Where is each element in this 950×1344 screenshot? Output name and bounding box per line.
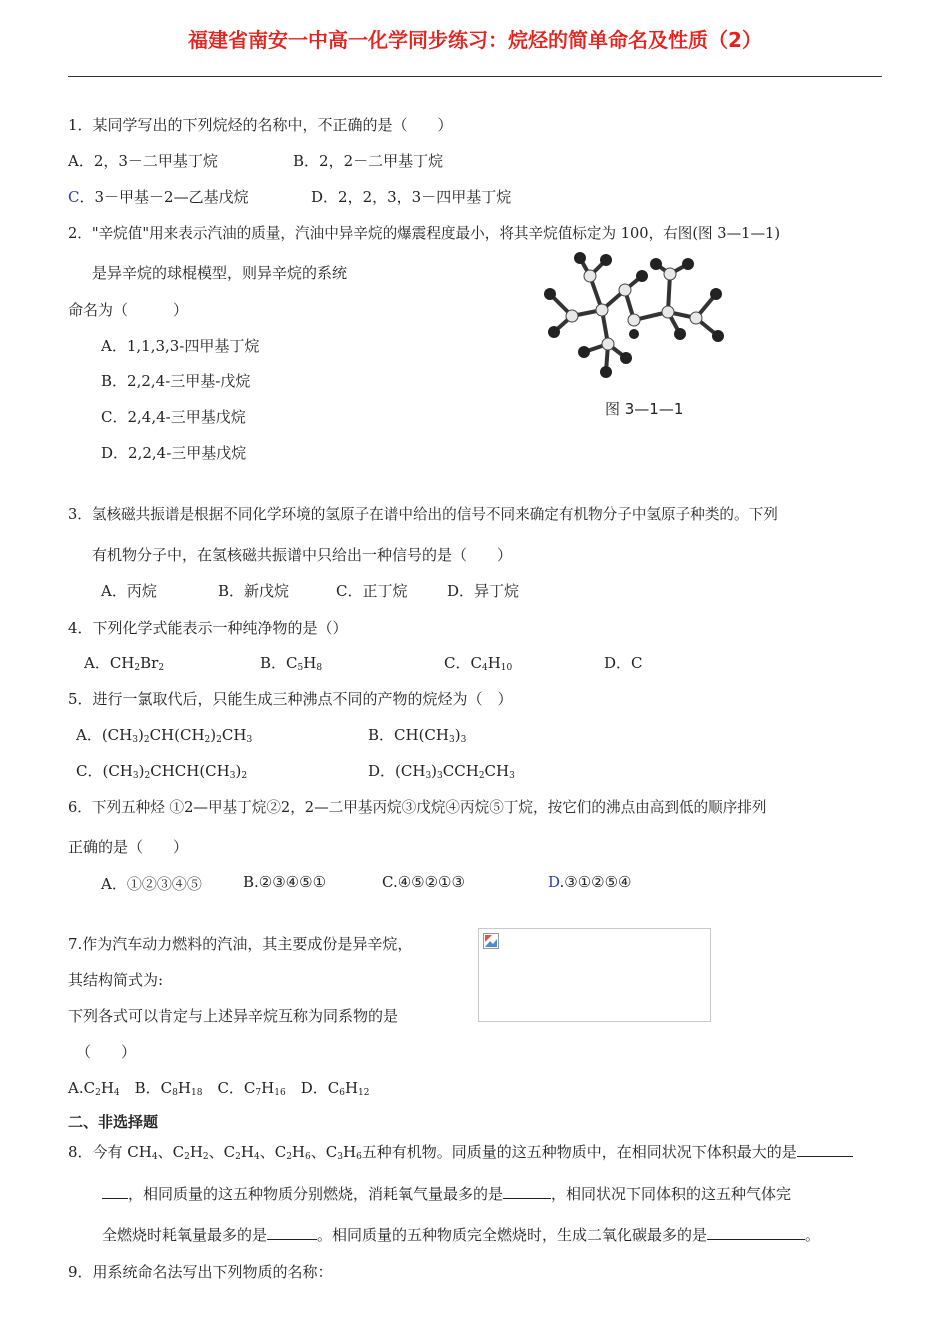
answer-blank[interactable] <box>707 1225 805 1240</box>
q8-line2: ，相同质量的这五种物质分别燃烧，消耗氧气量最多的是 ，相同状况下同体积的这五种气体完 <box>102 1183 791 1204</box>
q3-option-d: D．异丁烷 <box>447 582 520 600</box>
q2-line2: 是异辛烷的球棍模型，则异辛烷的系统 <box>92 264 348 282</box>
q4-option-b: B．$C_5H_8$ <box>260 654 323 673</box>
q6-option-d <box>548 873 632 891</box>
q7-line4: （ ） <box>76 1043 137 1061</box>
q4-option-a: A．$CH_2Br_2$ <box>84 654 165 673</box>
q1-option-c-text: ．3－甲基－2—乙基戊烷 <box>79 188 249 206</box>
q3-line2: 有机物分子中，在氢核磁共振谱中只给出一种信号的是（ ） <box>92 546 513 564</box>
q3-option-b: B．新戊烷 <box>218 582 290 600</box>
q8-line3: 全燃烧时耗氧量最多的是 。相同质量的五种物质完全燃烧时，生成二氧化碳最多的是 。 <box>102 1226 821 1244</box>
q1-option-d: D．2，2，3，3－四甲基丁烷 <box>311 188 512 206</box>
q3-line1: 3．氢核磁共振谱是根据不同化学环境的氢原子在谱中给出的信号不同来确定有机物分子中氢原子种类的。下列 <box>68 506 778 523</box>
q2-option-c: C．2,4,4-三甲基戊烷 <box>101 408 246 426</box>
q4-option-c: C．$C_4H_{10}$ <box>444 654 513 673</box>
q2-option-b: B．2,2,4-三甲基-戊烷 <box>101 372 251 390</box>
q6-option-d-letter: D <box>548 873 560 891</box>
q8-line1: 8．今有 $CH_4$、$C_2H_2$、$C_2H_4$、$C_2H_6$、$C_3H_6$五种有机物。同质量的这五种物质中，在相同状况下体积最大的是 <box>68 1141 853 1162</box>
q1-option-c <box>68 186 249 207</box>
q4-option-d: D．C <box>604 654 643 672</box>
q6-option-a: A．①②③④⑤ <box>101 875 202 893</box>
q7-line2: 其结构简式为: <box>68 971 164 989</box>
q9-stem: 9．用系统命名法写出下列物质的名称： <box>68 1263 333 1281</box>
q6-line1: 6．下列五种烃 ①2—甲基丁烷②2，2—二甲基丙烷③戊烷④丙烷⑤丁烷，按它们的沸点由高到低的顺序排列 <box>68 799 767 816</box>
answer-blank[interactable] <box>267 1225 317 1240</box>
q6-option-c: C.④⑤②①③ <box>382 873 465 891</box>
q7-options: $A.C_2H_4$ B．$C_8H_{18}$ C．$C_7H_{16}$ D．$C_6H_{12}$ <box>68 1079 370 1098</box>
figure-caption: 图 3—1—1 <box>605 400 684 418</box>
q5-option-c: C．$(CH_3)_2CHCH(CH_3)_2$ <box>76 762 248 781</box>
answer-blank[interactable] <box>797 1142 853 1157</box>
q5-option-b: B．$CH(CH_3)_3$ <box>368 726 467 745</box>
q6-option-d-text: .③①②⑤④ <box>559 873 632 891</box>
q2-line3: 命名为（ ） <box>68 301 189 319</box>
answer-blank[interactable] <box>503 1184 551 1199</box>
section-heading: 二、非选择题 <box>68 1113 159 1131</box>
q2-line1: 2．"辛烷值"用来表示汽油的质量，汽油中异辛烷的爆震程度最小，将其辛烷值标定为 100，右图(图 3—1—1) <box>68 225 781 242</box>
structure-image-placeholder <box>478 928 711 1022</box>
answer-blank[interactable] <box>102 1184 128 1199</box>
broken-image-icon <box>483 933 499 949</box>
q4-stem: 4．下列化学式能表示一种纯净物的是（） <box>68 619 348 637</box>
q5-stem: 5．进行一氯取代后，只能生成三种沸点不同的产物的烷烃为（ ） <box>68 690 513 708</box>
q6-line2: 正确的是（ ） <box>68 838 189 856</box>
title-divider <box>68 76 882 77</box>
q1-option-c-letter: C <box>68 188 80 206</box>
q5-option-d: D．$(CH_3)_3CCH_2CH_3$ <box>368 762 515 781</box>
q6-option-b: B.②③④⑤① <box>243 873 327 891</box>
page-title: 福建省南安一中高一化学同步练习：烷烃的简单命名及性质（2） <box>188 28 762 52</box>
q5-option-a: A．$(CH_3)_2CH(CH_2)_2CH_3$ <box>76 726 253 745</box>
q7-line3: 下列各式可以肯定与上述异辛烷互称为同系物的是 <box>68 1007 399 1025</box>
q1-option-b: B．2，2－二甲基丁烷 <box>293 152 444 170</box>
q2-option-a: A．1,1,3,3-四甲基丁烷 <box>101 337 260 355</box>
q1-option-a: A．2，3－二甲基丁烷 <box>68 152 218 170</box>
ball-stick-model-figure <box>530 246 730 391</box>
q3-option-a: A．丙烷 <box>101 582 157 600</box>
q2-option-d: D．2,2,4-三甲基戊烷 <box>101 444 247 462</box>
q1-stem: 1．某同学写出的下列烷烃的名称中，不正确的是（ ） <box>68 116 453 134</box>
q7-line1: 7.作为汽车动力燃料的汽油，其主要成份是异辛烷， <box>68 935 413 953</box>
q3-option-c: C．正丁烷 <box>336 582 408 600</box>
